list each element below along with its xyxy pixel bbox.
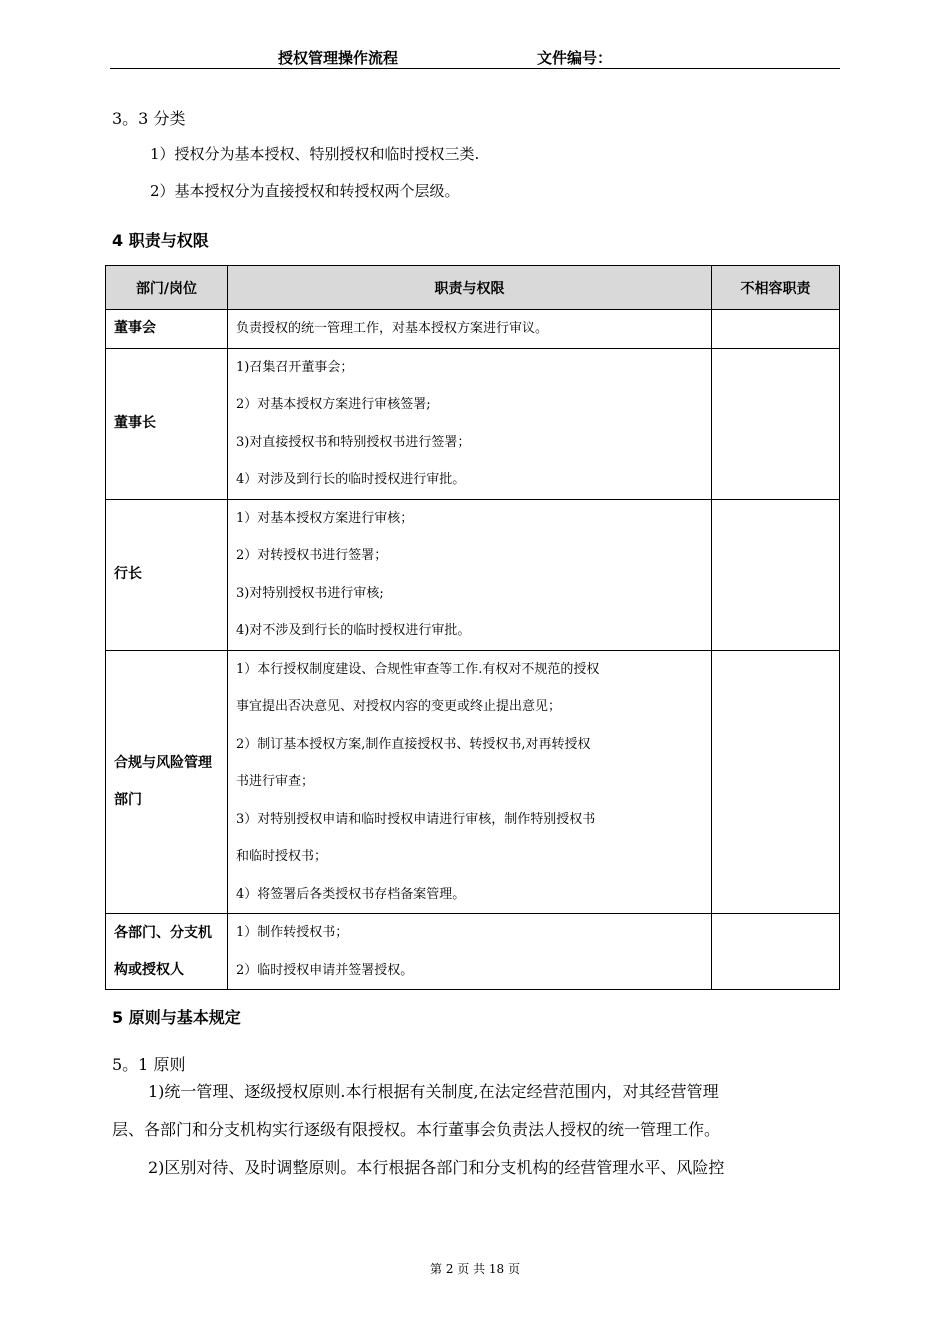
duties-cell (228, 499, 712, 650)
duties-cell (228, 650, 712, 914)
table-row (106, 650, 840, 914)
duty-table (105, 265, 840, 990)
paragraph-line: 2)区别对待、及时调整原则。本行根据各部门和分支机构的经营管理水平、风险控 (148, 1158, 725, 1177)
duty-line: 书进行审查； (236, 774, 315, 789)
header-duties: 职责与权限 (228, 266, 712, 310)
dept-cell: 行长 (106, 499, 228, 650)
document-title: 授权管理操作流程 (278, 49, 399, 67)
duty-line: 2）制订基本授权方案,制作直接授权书、转授权书,对再转授权 (236, 736, 591, 752)
paragraph-line: 层、各部门和分支机构实行逐级有限授权。本行董事会负责法人授权的统一管理工作。 (112, 1120, 721, 1139)
table-header-row (106, 266, 840, 310)
duty-line: 1）本行授权制度建设、合规性审查等工作.有权对不规范的授权 (236, 661, 600, 677)
table-row (106, 914, 840, 990)
section-5-heading: 5 原则与基本规定 (112, 1008, 241, 1027)
duty-line: 2）对转授权书进行签署； (236, 548, 388, 563)
duty-line: 1）对基本授权方案进行审核； (236, 510, 414, 526)
dept-cell: 董事会 (106, 310, 228, 349)
duty-line: 3)对特别授权书进行审核; (236, 585, 384, 601)
incompatible-cell (712, 348, 840, 499)
incompatible-cell (712, 499, 840, 650)
paragraph-line: 1)统一管理、逐级授权原则.本行根据有关制度,在法定经营范围内，对其经营管理 (148, 1082, 719, 1101)
duty-line: 事宜提出否决意见、对授权内容的变更或终止提出意见； (236, 699, 562, 714)
duty-line: 和临时授权书； (236, 849, 328, 864)
duty-line: 2）对基本授权方案进行审核签署; (236, 397, 431, 412)
dept-cell: 董事长 (106, 348, 228, 499)
section-3-3-item-2: 2）基本授权分为直接授权和转授权两个层级。 (150, 182, 460, 200)
duty-line: 4）对涉及到行长的临时授权进行审批。 (236, 472, 466, 487)
duties-cell (228, 348, 712, 499)
dept-cell: 各部门、分支机构或授权人 (106, 914, 228, 990)
duty-line: 2）临时授权申请并签署授权。 (236, 962, 414, 978)
header-incompatible: 不相容职责 (712, 266, 840, 310)
duties-cell (228, 914, 712, 990)
section-5-1-paragraph (112, 1073, 842, 1187)
header-divider (110, 68, 840, 69)
duties-cell (228, 310, 712, 349)
section-3-3-heading: 3。3 分类 (112, 109, 186, 128)
dept-cell: 合规与风险管理部门 (106, 650, 228, 914)
section-4-heading: 4 职责与权限 (112, 231, 209, 250)
table-row (106, 499, 840, 650)
duty-line: 负责授权的统一管理工作，对基本授权方案进行审议。 (236, 321, 549, 336)
table-row (106, 310, 840, 349)
header-dept: 部门/岗位 (106, 266, 228, 310)
duty-line: 4）将签署后各类授权书存档备案管理。 (236, 886, 466, 902)
incompatible-cell (712, 650, 840, 914)
page-number: 第 2 页 共 18 页 (430, 1262, 520, 1276)
duty-line: 1）制作转授权书； (236, 925, 349, 940)
duty-line: 1)召集召开董事会； (236, 359, 354, 375)
table-row (106, 348, 840, 499)
section-3-3-item-1: 1）授权分为基本授权、特别授权和临时授权三类. (150, 145, 480, 163)
duty-line: 4)对不涉及到行长的临时授权进行审批。 (236, 623, 471, 638)
document-number-label: 文件编号： (537, 49, 613, 67)
incompatible-cell (712, 914, 840, 990)
incompatible-cell (712, 310, 840, 349)
duty-line: 3）对特别授权申请和临时授权申请进行审核，制作特别授权书 (236, 811, 596, 827)
section-5-1-heading: 5。1 原则 (112, 1055, 186, 1074)
duty-line: 3)对直接授权书和特别授权书进行签署； (236, 434, 471, 450)
